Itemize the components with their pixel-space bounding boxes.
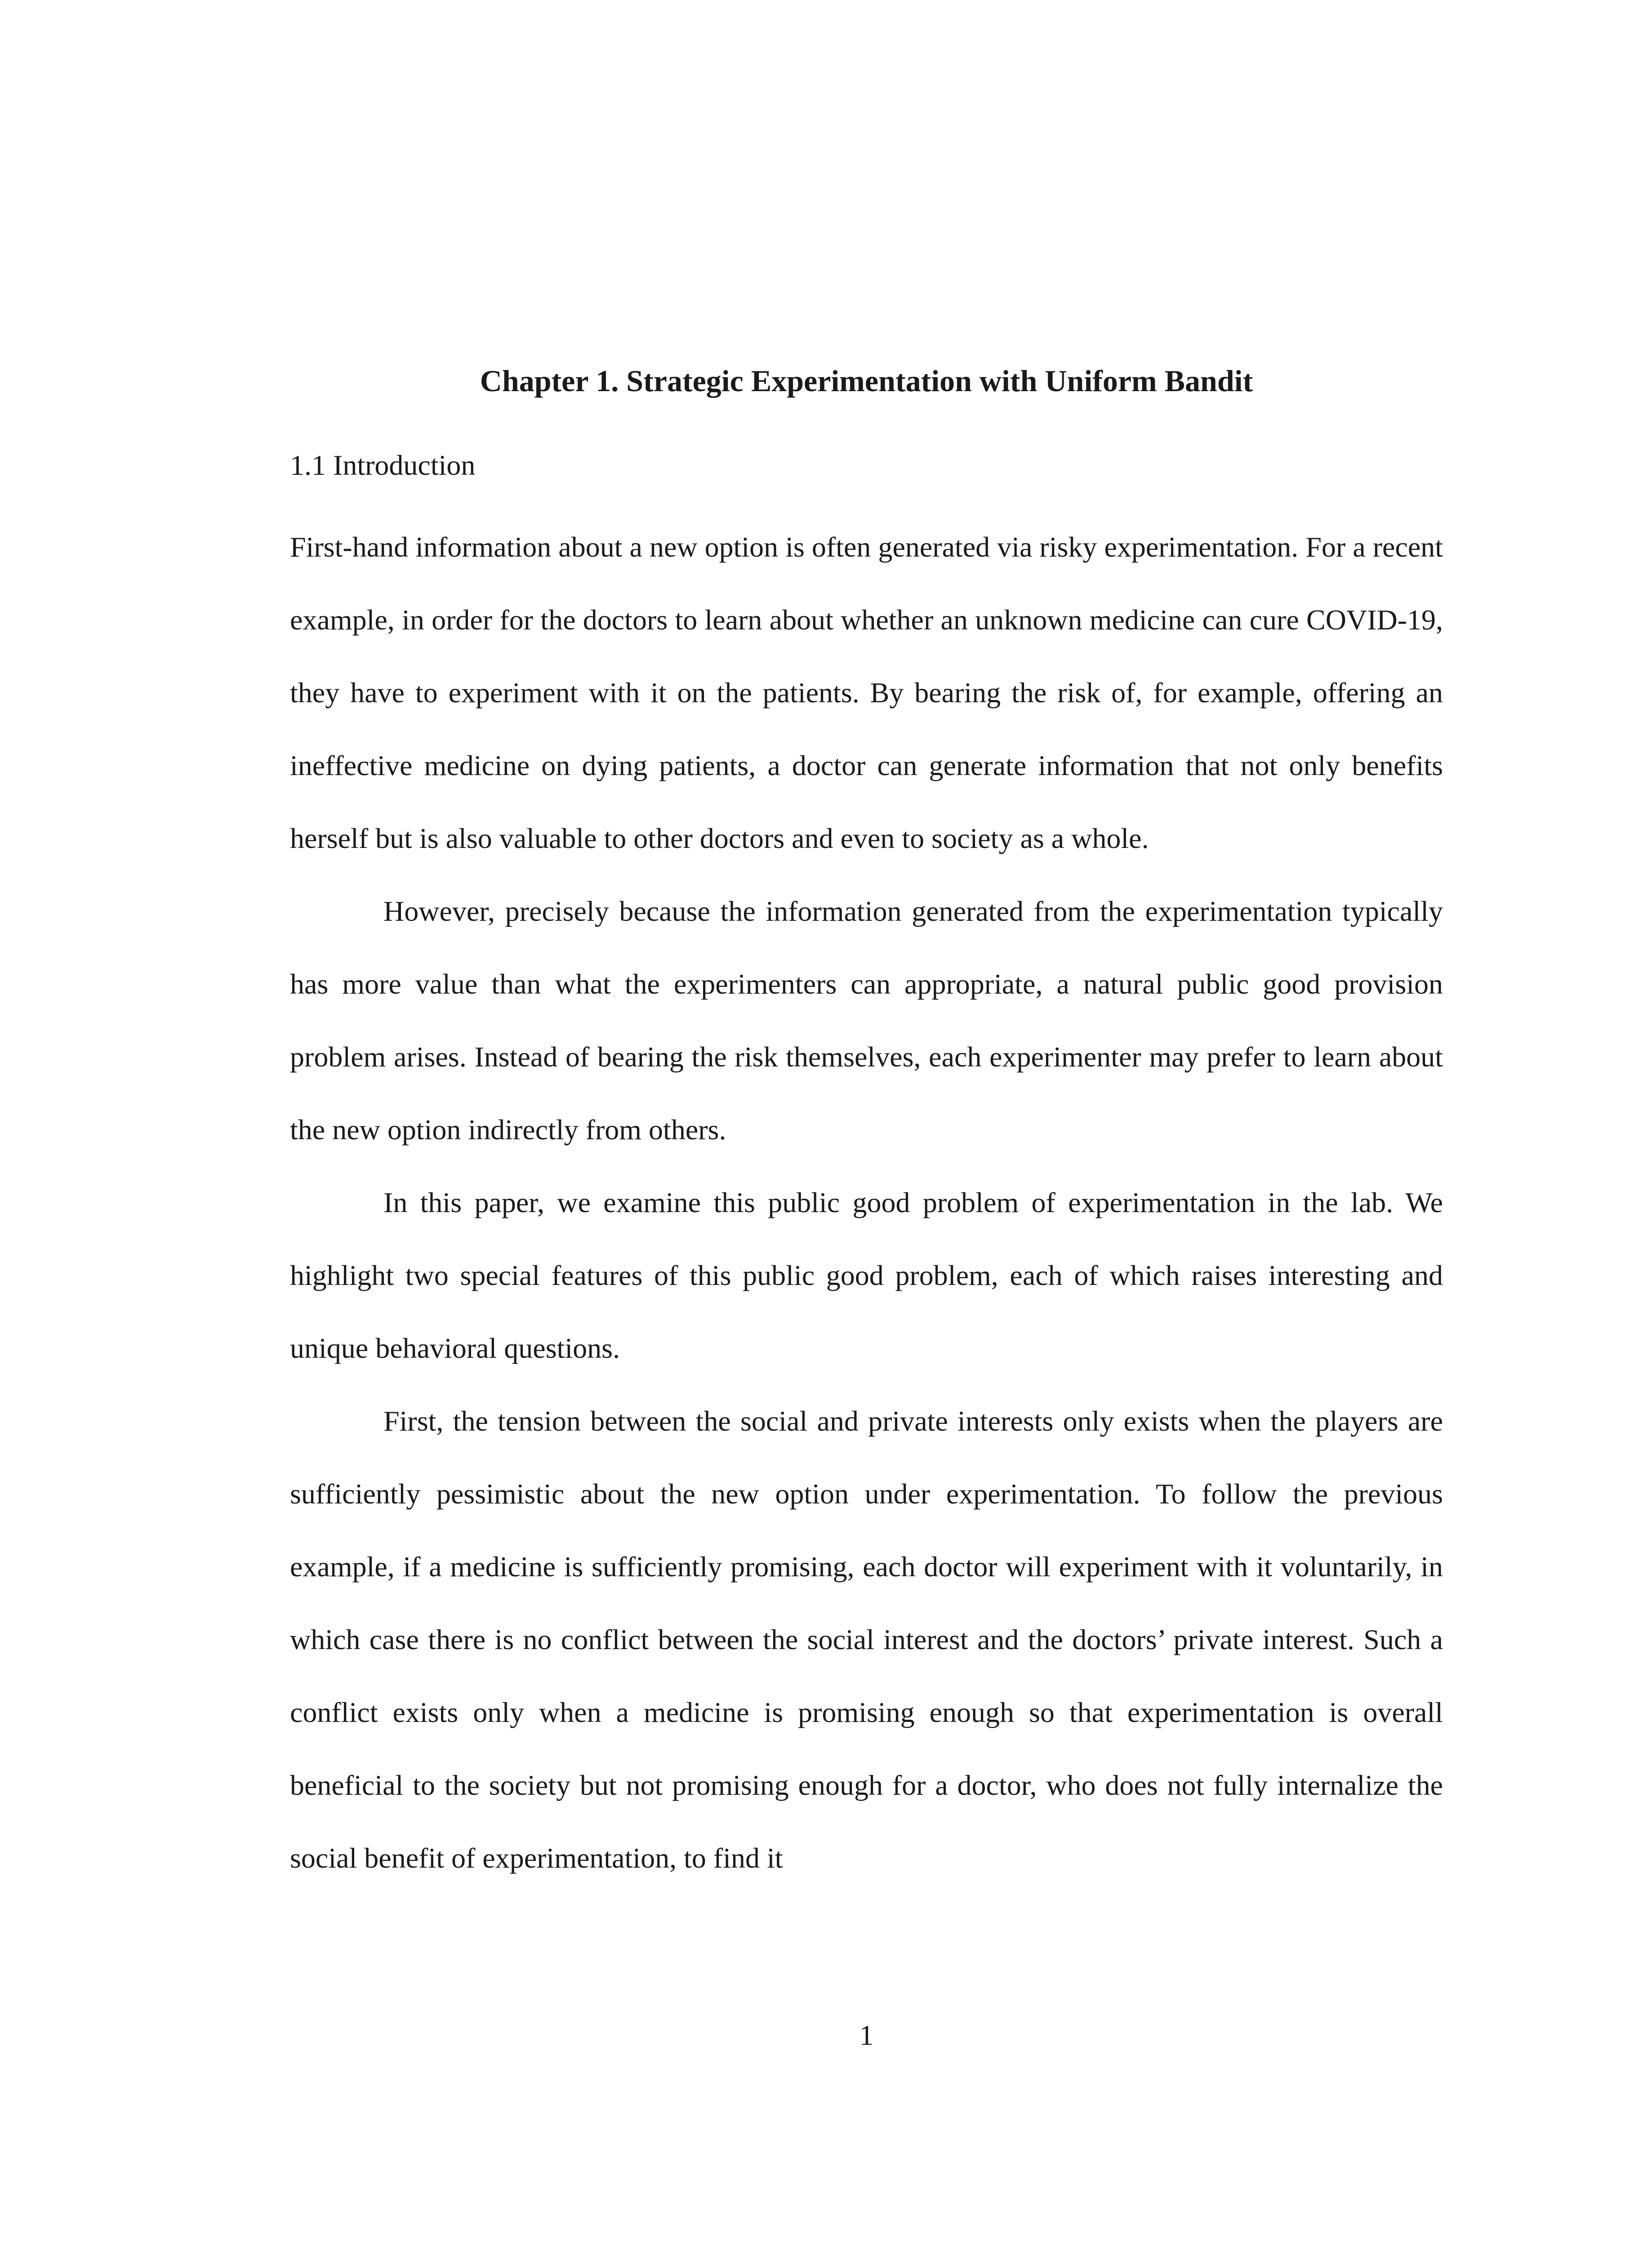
page-number: 1 xyxy=(859,2019,874,2051)
chapter-title: Chapter 1. Strategic Experimentation with Uniform Bandit xyxy=(480,364,1253,398)
section-heading: 1.1 Introduction xyxy=(290,449,476,481)
paragraph-4: First, the tension between the social and private interests only exists when the players are sufficiently pessimistic about the new option under experimentation. To follow the previous example, if a medicine is sufficiently promising, each doctor will experiment with it voluntarily, in which case there is no conflict between the social interest and the doctors’ private interest. Such a conflict exists only when a medicine is promising enough so that experimentation is overall beneficial to the society but not promising enough for a doctor, who does not fully internalize the social benefit of experimentation, to find it xyxy=(290,1405,1443,1874)
paragraph-3: In this paper, we examine this public good problem of experimentation in the lab. We highlight two special features of this public good problem, each of which raises interesting and unique behavioral questions. xyxy=(290,1186,1443,1364)
paragraph-2: However, precisely because the information generated from the experimentation typically has more value than what the experimenters can appropriate, a natural public good provision problem arises. Instead of bearing the risk themselves, each experimenter may prefer to learn about the new option indirectly from others. xyxy=(290,895,1443,1146)
paragraph-1: First-hand information about a new option is often generated via risky experimentation. For a recent example, in order for the doctors to learn about whether an unknown medicine can cure COVID-19, they have to experiment with it on the patients. By bearing the risk of, for example, offering an ineffective medicine on dying patients, a doctor can generate information that not only benefits herself but is also valuable to other doctors and even to society as a whole. xyxy=(290,531,1443,854)
body-text xyxy=(290,511,1443,1895)
